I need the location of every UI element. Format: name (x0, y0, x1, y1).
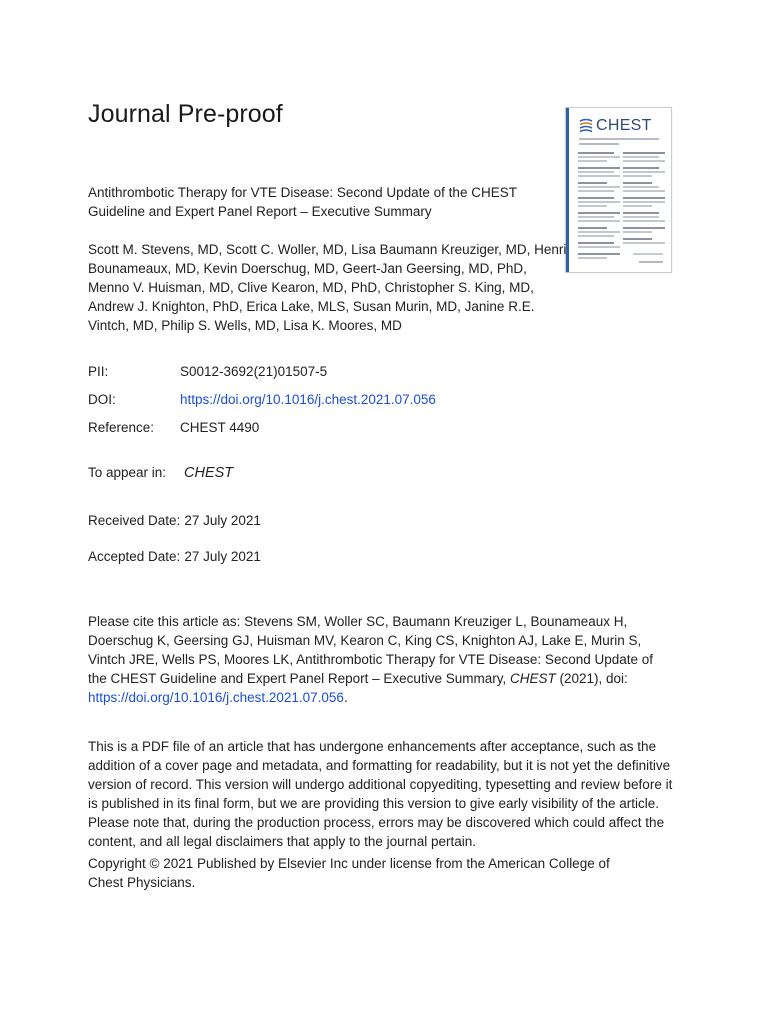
citation-text: Please cite this article as: Stevens SM, Woller SC, Baumann Kreuziger L, Bounameaux H, Doerschug K, Geersing GJ, Huisman MV, Kearon C, King CS, Knighton AJ, Lake E, Murin S, Vintch JRE, Wells PS, Moores LK, Antithrombotic Therapy for VTE Disease: Second Update of the CHEST Guideline and Expert Panel Report – Executive Summary, (88, 614, 654, 686)
doi-label: DOI: (88, 392, 116, 407)
citation-paragraph (88, 612, 668, 707)
chest-logo-icon (579, 118, 593, 134)
copyright-paragraph: Copyright © 2021 Published by Elsevier Inc under license from the American College of Chest Physicians. (88, 856, 610, 890)
received-row (88, 511, 261, 530)
received-label: Received Date: (88, 513, 181, 528)
citation-year-doi: (2021), doi: (555, 671, 628, 686)
accepted-label: Accepted Date: (88, 549, 181, 564)
pii-row (88, 362, 327, 381)
citation-doi-link[interactable]: https://doi.org/10.1016/j.chest.2021.07.056 (88, 690, 344, 705)
cover-footer-line (633, 253, 663, 255)
author-list: Scott M. Stevens, MD, Scott C. Woller, MD, Lisa Baumann Kreuziger, MD, Henri Bounameaux, MD, Kevin Doerschug, MD, Geert-Jan Geersing, MD, PhD, Menno V. Huisman, MD, Clive Kearon, MD, PhD, Christopher S. King, MD, Andrew J. Knighton, PhD, Erica Lake, MLS, Susan Murin, MD, Janine R.E. Vintch, MD, Philip S. Wells, MD, Lisa K. Moores, MD (88, 242, 567, 333)
pii-value: S0012-3692(21)01507-5 (180, 364, 328, 379)
cover-footer-line (639, 261, 663, 263)
cover-logo (579, 117, 652, 135)
appear-row (88, 463, 233, 483)
accepted-value: 27 July 2021 (184, 549, 261, 564)
disclaimer-paragraph: This is a PDF file of an article that has undergone enhancements after acceptance, such as the addition of a cover page and metadata, and formatting for readability, but it is not yet the definitive version of record. This version will undergo additional copyediting, typesetting and review before it is published in its final form, but we are providing this version to give early visibility of the article. Please note that, during the production process, errors may be discovered which could affect the content, and all legal disclaimers that apply to the journal pertain. (88, 739, 673, 849)
citation-end: . (343, 690, 348, 705)
cover-subtitle-line (579, 138, 659, 140)
received-value: 27 July 2021 (184, 513, 261, 528)
appear-label: To appear in: (88, 465, 167, 480)
cover-subtitle-line (579, 143, 619, 145)
cover-toc-left (578, 152, 620, 264)
reference-value: CHEST 4490 (180, 420, 260, 435)
reference-row (88, 418, 259, 437)
citation-journal: CHEST (509, 671, 556, 686)
journal-cover-thumbnail (565, 107, 672, 273)
doi-row (88, 390, 436, 409)
reference-label: Reference: (88, 420, 155, 435)
article-title: Antithrombotic Therapy for VTE Disease: Second Update of the CHEST Guideline and Expert Panel Report – Executive Summary (88, 185, 517, 219)
cover-logo-text: CHEST (596, 117, 652, 134)
doi-link[interactable]: https://doi.org/10.1016/j.chest.2021.07.056 (180, 392, 436, 407)
appear-value: CHEST (184, 465, 234, 481)
accepted-row (88, 547, 261, 566)
page-title: Journal Pre-proof (88, 100, 283, 128)
cover-toc-right (623, 152, 665, 249)
pii-label: PII: (88, 364, 109, 379)
